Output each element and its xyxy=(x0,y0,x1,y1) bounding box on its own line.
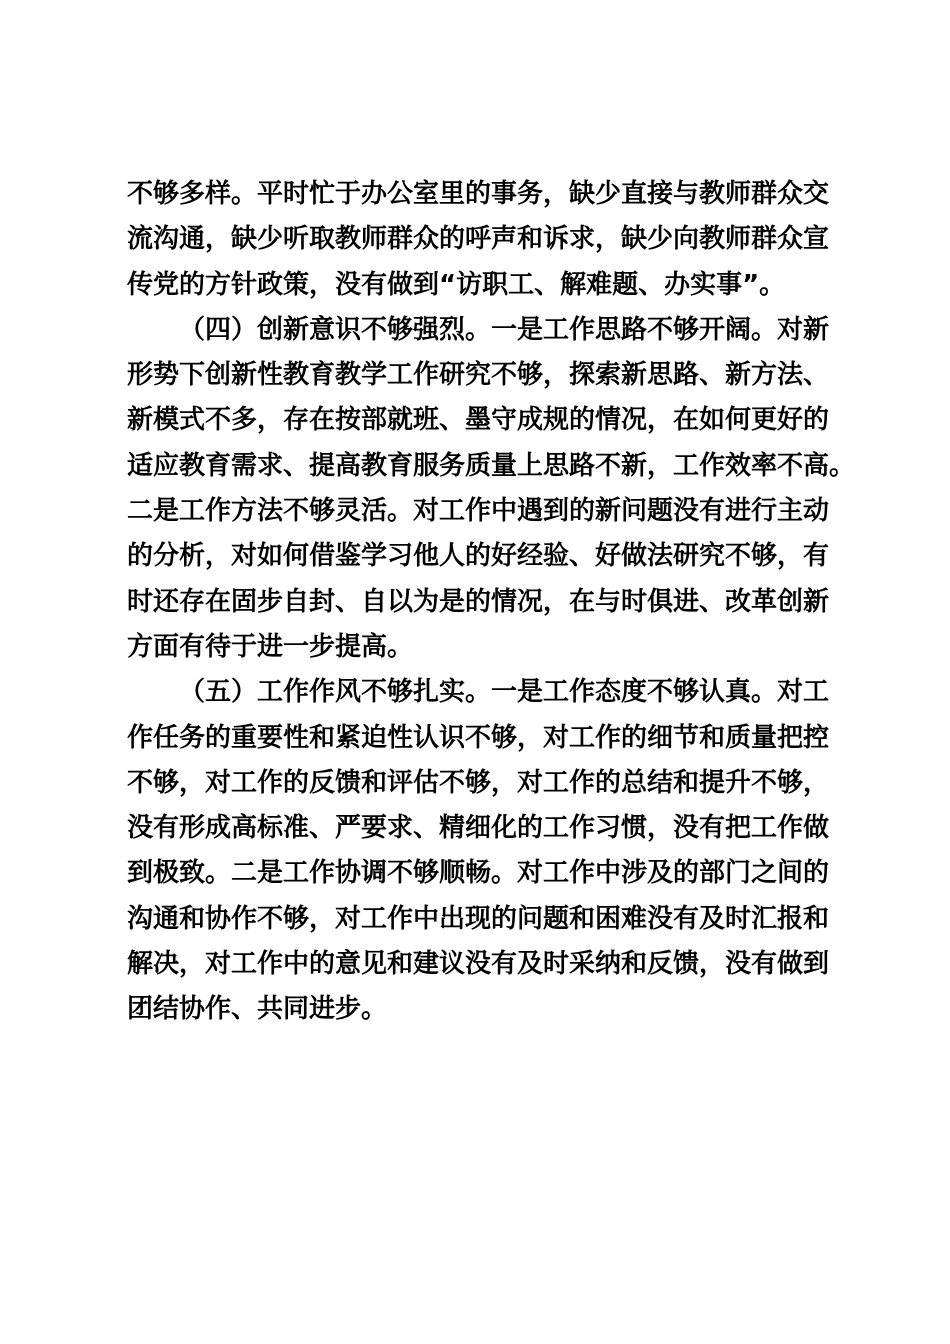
text-line: 的分析，对如何借鉴学习他人的好经验、好做法研究不够，有 xyxy=(127,541,830,572)
text-line: 作任务的重要性和紧迫性认识不够，对工作的细节和质量把控 xyxy=(127,722,830,753)
text-line: 不够多样。平时忙于办公室里的事务，缺少直接与教师群众交 xyxy=(127,179,830,209)
text-line: （四）创新意识不够强烈。一是工作思路不够开阔。对新 xyxy=(179,314,830,345)
text-line: 没有形成高标准、严要求、精细化的工作习惯，没有把工作做 xyxy=(127,813,830,844)
text-line: 解决，对工作中的意见和建议没有及时采纳和反馈，没有做到 xyxy=(127,949,830,980)
text-line: 适应教育需求、提高教育服务质量上思路不新，工作效率不高。 xyxy=(127,450,856,481)
text-line: 不够，对工作的反馈和评估不够，对工作的总结和提升不够， xyxy=(127,767,830,798)
text-line: 时还存在固步自封、自以为是的情况，在与时俱进、改革创新 xyxy=(127,586,830,617)
text-line: （五）工作作风不够扎实。一是工作态度不够认真。对工 xyxy=(179,677,830,708)
text-line: 形势下创新性教育教学工作研究不够，探索新思路、新方法、 xyxy=(127,360,830,391)
paragraph-continuation xyxy=(127,172,835,308)
text-line: 传党的方针政策，没有做到“访职工、解难题、办实事”。 xyxy=(127,269,786,300)
text-line: 沟通和协作不够，对工作中出现的问题和困难没有及时汇报和 xyxy=(127,903,830,934)
text-line: 方面有待于进一步提高。 xyxy=(127,631,414,662)
text-line: 流沟通，缺少听取教师群众的呼声和诉求，缺少向教师群众宣 xyxy=(127,224,830,255)
document-body xyxy=(127,172,856,1033)
text-line: 二是工作方法不够灵活。对工作中遇到的新问题没有进行主动 xyxy=(127,496,830,527)
paragraph-section-five xyxy=(127,670,835,1032)
text-line: 团结协作、共同进步。 xyxy=(127,994,388,1025)
paragraph-section-four xyxy=(127,308,856,670)
text-line: 到极致。二是工作协调不够顺畅。对工作中涉及的部门之间的 xyxy=(127,858,830,889)
text-line: 新模式不多，存在按部就班、墨守成规的情况，在如何更好的 xyxy=(127,405,830,436)
